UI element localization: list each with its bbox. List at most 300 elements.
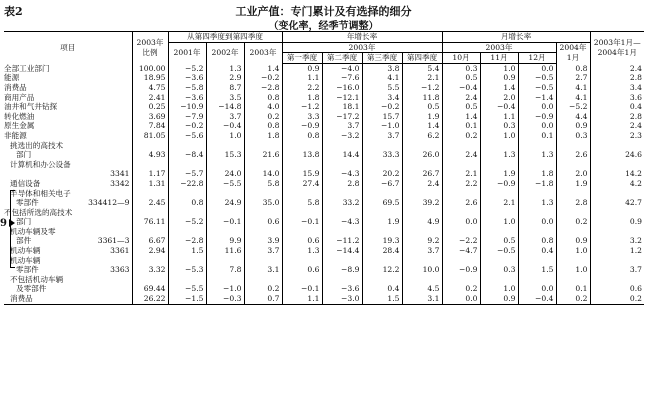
row-label: 商用产品 — [4, 92, 35, 102]
value-cell: −3.2 — [322, 131, 362, 141]
table-subtitle: （变化率，经季节调整） — [268, 21, 379, 32]
row-label-cell — [4, 83, 132, 93]
value-cell: 4.1 — [556, 83, 590, 93]
value-cell — [480, 227, 518, 237]
value-cell — [282, 189, 322, 199]
value-cell: 2.2 — [282, 83, 322, 93]
value-cell: 0.2 — [244, 112, 282, 122]
row-label: 消费品 — [4, 82, 27, 92]
header-q1: 第一季度 — [282, 53, 322, 64]
value-cell: 6.2 — [402, 131, 442, 141]
value-cell: 2.4 — [442, 150, 480, 160]
row-label-cell — [4, 160, 132, 170]
value-cell: −4.7 — [442, 246, 480, 256]
value-cell: 6.67 — [132, 236, 168, 246]
table-body — [4, 63, 644, 304]
value-cell: −7.6 — [322, 73, 362, 83]
table-row — [4, 150, 644, 160]
value-cell: −5.5 — [168, 284, 206, 294]
table-row — [4, 93, 644, 103]
value-cell: −2.8 — [168, 236, 206, 246]
value-cell — [442, 208, 480, 218]
value-cell: 1.5 — [518, 265, 556, 275]
value-cell: 2.4 — [590, 121, 644, 131]
value-cell: 0.1 — [518, 131, 556, 141]
value-cell: 1.5 — [362, 294, 402, 304]
row-label-cell — [4, 284, 132, 294]
value-cell: 1.3 — [518, 198, 556, 208]
value-cell: −1.0 — [362, 121, 402, 131]
value-cell: 0.8 — [244, 93, 282, 103]
value-cell — [402, 160, 442, 170]
value-cell: 0.9 — [556, 121, 590, 131]
table-row — [4, 121, 644, 131]
value-cell: 4.75 — [132, 83, 168, 93]
value-cell: 3.7 — [244, 246, 282, 256]
table-row — [4, 275, 644, 285]
value-cell — [206, 227, 244, 237]
value-cell: −14.8 — [206, 102, 244, 112]
value-cell: −0.4 — [480, 102, 518, 112]
value-cell: 4.1 — [362, 73, 402, 83]
value-cell: 35.0 — [244, 198, 282, 208]
row-label-cell — [4, 112, 132, 122]
value-cell: 1.9 — [556, 179, 590, 189]
value-cell: −3.6 — [168, 73, 206, 83]
value-cell: 12.2 — [362, 265, 402, 275]
value-cell: 2.1 — [480, 198, 518, 208]
value-cell: −5.2 — [168, 63, 206, 73]
header-annual-2003: 2003年 — [282, 42, 442, 53]
value-cell — [518, 189, 556, 199]
value-cell: 69.44 — [132, 284, 168, 294]
row-label: 零部件 — [16, 265, 39, 275]
value-cell — [518, 256, 556, 266]
value-cell: 0.6 — [244, 217, 282, 227]
row-label: 部门 — [16, 217, 32, 227]
value-cell: 1.31 — [132, 179, 168, 189]
value-cell: −5.5 — [206, 179, 244, 189]
value-cell — [442, 227, 480, 237]
value-cell: −0.1 — [282, 217, 322, 227]
value-cell — [556, 141, 590, 151]
header-dec: 12月 — [518, 53, 556, 64]
value-cell — [402, 208, 442, 218]
table-row — [4, 141, 644, 151]
value-cell: −0.2 — [362, 102, 402, 112]
row-label-cell — [4, 265, 132, 275]
value-cell — [590, 227, 644, 237]
table-row — [4, 189, 644, 199]
table-row — [4, 160, 644, 170]
value-cell: 3.7 — [206, 112, 244, 122]
value-cell: 0.0 — [518, 284, 556, 294]
value-cell: −16.0 — [322, 83, 362, 93]
value-cell — [282, 160, 322, 170]
row-label: 能源 — [4, 73, 20, 83]
value-cell: 1.3 — [518, 150, 556, 160]
header-jan-2004: 2004年1月 — [556, 42, 590, 63]
value-cell: −17.2 — [322, 112, 362, 122]
value-cell: 1.8 — [282, 93, 322, 103]
value-cell: −0.9 — [480, 179, 518, 189]
value-cell: 0.2 — [442, 131, 480, 141]
value-cell: 4.93 — [132, 150, 168, 160]
value-cell: 3.7 — [590, 265, 644, 275]
value-cell — [442, 275, 480, 285]
value-cell: 3.69 — [132, 112, 168, 122]
value-cell: 3.4 — [590, 83, 644, 93]
value-cell: 1.4 — [402, 121, 442, 131]
value-cell: −5.7 — [168, 169, 206, 179]
value-cell: 28.4 — [362, 246, 402, 256]
value-cell — [322, 160, 362, 170]
value-cell: 3.32 — [132, 265, 168, 275]
value-cell: 0.6 — [282, 265, 322, 275]
value-cell — [282, 275, 322, 285]
value-cell: 0.3 — [556, 131, 590, 141]
value-cell: 14.2 — [590, 169, 644, 179]
value-cell: 69.5 — [362, 198, 402, 208]
value-cell: 0.2 — [556, 294, 590, 304]
value-cell: −3.6 — [322, 284, 362, 294]
value-cell: 0.8 — [168, 198, 206, 208]
value-cell: 0.9 — [480, 73, 518, 83]
value-cell: −3.0 — [322, 294, 362, 304]
value-cell: 26.0 — [402, 150, 442, 160]
value-cell — [362, 256, 402, 266]
value-cell — [168, 160, 206, 170]
value-cell: 0.4 — [362, 284, 402, 294]
value-cell — [518, 275, 556, 285]
value-cell — [132, 275, 168, 285]
value-cell: −5.8 — [168, 83, 206, 93]
value-cell: 0.3 — [442, 63, 480, 73]
value-cell: 20.2 — [362, 169, 402, 179]
value-cell: 2.8 — [556, 198, 590, 208]
value-cell: 0.2 — [244, 284, 282, 294]
value-cell — [518, 208, 556, 218]
value-cell — [282, 141, 322, 151]
value-cell — [442, 141, 480, 151]
value-cell: 24.9 — [206, 198, 244, 208]
value-cell — [556, 256, 590, 266]
row-label-cell — [4, 246, 132, 256]
value-cell: 4.4 — [556, 112, 590, 122]
value-cell: 1.0 — [480, 131, 518, 141]
row-label-cell — [4, 294, 132, 304]
value-cell — [556, 208, 590, 218]
value-cell: −2.2 — [442, 236, 480, 246]
value-cell: −4.3 — [322, 169, 362, 179]
row-label-cell — [4, 208, 132, 218]
value-cell: −7.9 — [168, 112, 206, 122]
value-cell: 14.0 — [244, 169, 282, 179]
value-cell — [362, 208, 402, 218]
value-cell — [362, 141, 402, 151]
value-cell: 9.2 — [402, 236, 442, 246]
header-jan-to-jan: 2003年1月—2004年1月 — [590, 32, 644, 64]
value-cell: 11.6 — [206, 246, 244, 256]
value-cell — [168, 208, 206, 218]
value-cell — [322, 141, 362, 151]
row-label: 部件 — [16, 236, 32, 246]
table-label: 表2 — [4, 5, 23, 18]
value-cell — [206, 141, 244, 151]
value-cell: 2.1 — [402, 73, 442, 83]
value-cell: −0.4 — [206, 121, 244, 131]
value-cell — [402, 256, 442, 266]
value-cell: 0.6 — [590, 284, 644, 294]
value-cell: −0.4 — [442, 83, 480, 93]
value-cell: −0.1 — [206, 217, 244, 227]
row-label: 部门 — [16, 150, 32, 160]
row-label: 转化燃油 — [4, 111, 35, 121]
value-cell — [590, 141, 644, 151]
value-cell — [244, 256, 282, 266]
value-cell — [206, 160, 244, 170]
value-cell: 1.4 — [442, 112, 480, 122]
value-cell: 0.0 — [442, 294, 480, 304]
value-cell: 1.8 — [244, 131, 282, 141]
value-cell: 1.1 — [282, 73, 322, 83]
value-cell — [480, 256, 518, 266]
value-cell: −0.2 — [168, 121, 206, 131]
row-label-cell — [4, 93, 132, 103]
row-label-cell — [4, 179, 132, 189]
value-cell — [168, 189, 206, 199]
value-cell: 1.2 — [590, 246, 644, 256]
value-cell: −0.9 — [442, 265, 480, 275]
value-cell — [168, 141, 206, 151]
value-cell: 0.2 — [590, 294, 644, 304]
value-cell: 0.0 — [518, 63, 556, 73]
value-cell: −5.3 — [168, 265, 206, 275]
value-cell: −0.1 — [282, 284, 322, 294]
value-cell: 3.9 — [244, 236, 282, 246]
value-cell: 0.25 — [132, 102, 168, 112]
value-cell: 18.95 — [132, 73, 168, 83]
value-cell — [206, 208, 244, 218]
value-cell — [590, 275, 644, 285]
value-cell — [168, 227, 206, 237]
value-cell: −0.3 — [206, 294, 244, 304]
value-cell: −8.9 — [322, 265, 362, 275]
value-cell: 4.9 — [402, 217, 442, 227]
value-cell: 3.3 — [282, 112, 322, 122]
value-cell: 2.4 — [402, 179, 442, 189]
value-cell: 1.9 — [402, 112, 442, 122]
value-cell: 15.7 — [362, 112, 402, 122]
value-cell: 1.0 — [480, 63, 518, 73]
value-cell: 2.8 — [322, 179, 362, 189]
value-cell — [590, 160, 644, 170]
value-cell: 3.7 — [402, 246, 442, 256]
header-q2: 第二季度 — [322, 53, 362, 64]
value-cell: 0.8 — [282, 131, 322, 141]
row-label-cell — [4, 217, 132, 227]
value-cell: 18.1 — [322, 102, 362, 112]
value-cell: −22.8 — [168, 179, 206, 189]
value-cell: 7.8 — [206, 265, 244, 275]
value-cell: 3.1 — [402, 294, 442, 304]
value-cell: 2.3 — [590, 131, 644, 141]
value-cell: −0.9 — [282, 121, 322, 131]
header-oct: 10月 — [442, 53, 480, 64]
row-label-cell — [4, 150, 132, 160]
table-row — [4, 131, 644, 141]
value-cell — [402, 189, 442, 199]
table-row — [4, 208, 644, 218]
value-cell: −2.8 — [244, 83, 282, 93]
naics-code: 3361—3 — [97, 236, 130, 246]
value-cell: 2.0 — [556, 169, 590, 179]
value-cell: 0.5 — [442, 73, 480, 83]
value-cell — [480, 189, 518, 199]
table-row — [4, 112, 644, 122]
value-cell — [244, 227, 282, 237]
value-cell: −1.2 — [402, 83, 442, 93]
data-table — [4, 31, 644, 305]
value-cell: 3.8 — [362, 63, 402, 73]
value-cell: −11.2 — [322, 236, 362, 246]
value-cell: 0.4 — [590, 102, 644, 112]
value-cell: 0.5 — [402, 102, 442, 112]
value-cell: −12.1 — [322, 93, 362, 103]
value-cell: 1.1 — [282, 294, 322, 304]
value-cell: −3.6 — [168, 93, 206, 103]
row-label: 机动车辆 — [10, 246, 41, 256]
value-cell: −5.2 — [168, 217, 206, 227]
value-cell — [132, 227, 168, 237]
value-cell: 2.6 — [442, 198, 480, 208]
table-row — [4, 73, 644, 83]
value-cell — [556, 189, 590, 199]
value-cell: 0.6 — [282, 236, 322, 246]
value-cell: 19.3 — [362, 236, 402, 246]
value-cell — [590, 256, 644, 266]
value-cell — [518, 141, 556, 151]
value-cell: −0.5 — [518, 73, 556, 83]
header-monthly-2003: 2003年 — [442, 42, 556, 53]
value-cell: 1.0 — [480, 284, 518, 294]
value-cell: 1.17 — [132, 169, 168, 179]
table-row — [4, 294, 644, 304]
value-cell: 0.1 — [442, 121, 480, 131]
value-cell: 13.8 — [282, 150, 322, 160]
value-cell — [168, 256, 206, 266]
row-label: 消费品 — [10, 294, 33, 304]
value-cell: −4.3 — [322, 217, 362, 227]
value-cell — [362, 189, 402, 199]
value-cell — [282, 227, 322, 237]
row-label: 机动车辆及零 — [10, 226, 56, 236]
naics-code: 3361 — [110, 246, 130, 256]
value-cell — [244, 141, 282, 151]
value-cell: −5.2 — [556, 102, 590, 112]
value-cell — [244, 275, 282, 285]
value-cell — [442, 189, 480, 199]
row-label: 计算机和办公设备 — [10, 159, 71, 169]
value-cell — [362, 275, 402, 285]
header-group-monthly: 月增长率 — [442, 32, 590, 43]
value-cell: 0.9 — [556, 236, 590, 246]
value-cell — [480, 275, 518, 285]
table-row — [4, 265, 644, 275]
value-cell: 1.4 — [480, 83, 518, 93]
value-cell: 0.9 — [282, 63, 322, 73]
table-row — [4, 63, 644, 73]
row-label-cell — [4, 256, 132, 266]
value-cell: 1.3 — [206, 63, 244, 73]
table-row — [4, 227, 644, 237]
value-cell: −1.5 — [168, 294, 206, 304]
header-2001: 2001年 — [168, 42, 206, 63]
naics-code: 3341 — [110, 169, 130, 179]
value-cell: −0.4 — [518, 294, 556, 304]
value-cell: 5.8 — [244, 179, 282, 189]
row-label-cell — [4, 73, 132, 83]
value-cell — [402, 141, 442, 151]
value-cell: 76.11 — [132, 217, 168, 227]
row-label-cell — [4, 275, 132, 285]
header-q3: 第三季度 — [362, 53, 402, 64]
value-cell: 4.5 — [402, 284, 442, 294]
value-cell: −1.0 — [206, 284, 244, 294]
row-label: 非能源 — [4, 130, 27, 140]
value-cell — [480, 208, 518, 218]
value-cell — [442, 256, 480, 266]
table-row — [4, 198, 644, 208]
value-cell: 2.1 — [442, 169, 480, 179]
value-cell: 0.2 — [556, 217, 590, 227]
header-group-q4: 从第四季度到第四季度 — [168, 32, 282, 43]
table-row — [4, 217, 644, 227]
value-cell: 0.0 — [518, 121, 556, 131]
value-cell: 0.8 — [518, 236, 556, 246]
value-cell: 1.4 — [244, 63, 282, 73]
value-cell — [282, 256, 322, 266]
value-cell — [168, 275, 206, 285]
row-label-cell — [4, 131, 132, 141]
value-cell: 3.5 — [206, 93, 244, 103]
value-cell: 0.5 — [480, 236, 518, 246]
naics-code: 334412—9 — [88, 198, 130, 208]
table-header — [4, 32, 644, 64]
table-title: 工业产值：专门累计及有选择的细分 — [235, 5, 412, 18]
value-cell: 0.0 — [442, 217, 480, 227]
value-cell: 7.84 — [132, 121, 168, 131]
value-cell: 1.5 — [168, 246, 206, 256]
value-cell: 0.5 — [442, 102, 480, 112]
value-cell — [322, 208, 362, 218]
value-cell: 2.2 — [442, 179, 480, 189]
value-cell: −6.7 — [362, 179, 402, 189]
value-cell: 81.05 — [132, 131, 168, 141]
value-cell: 0.1 — [556, 284, 590, 294]
value-cell: 15.9 — [282, 169, 322, 179]
marker-number: 9 — [0, 218, 7, 229]
value-cell: 39.2 — [402, 198, 442, 208]
value-cell: −0.9 — [518, 112, 556, 122]
value-cell — [322, 256, 362, 266]
value-cell: 1.3 — [282, 246, 322, 256]
row-label: 不包括机动车辆 — [10, 274, 64, 284]
header-2002: 2002年 — [206, 42, 244, 63]
value-cell: 1.0 — [206, 131, 244, 141]
value-cell — [206, 256, 244, 266]
row-label-cell — [4, 102, 132, 112]
